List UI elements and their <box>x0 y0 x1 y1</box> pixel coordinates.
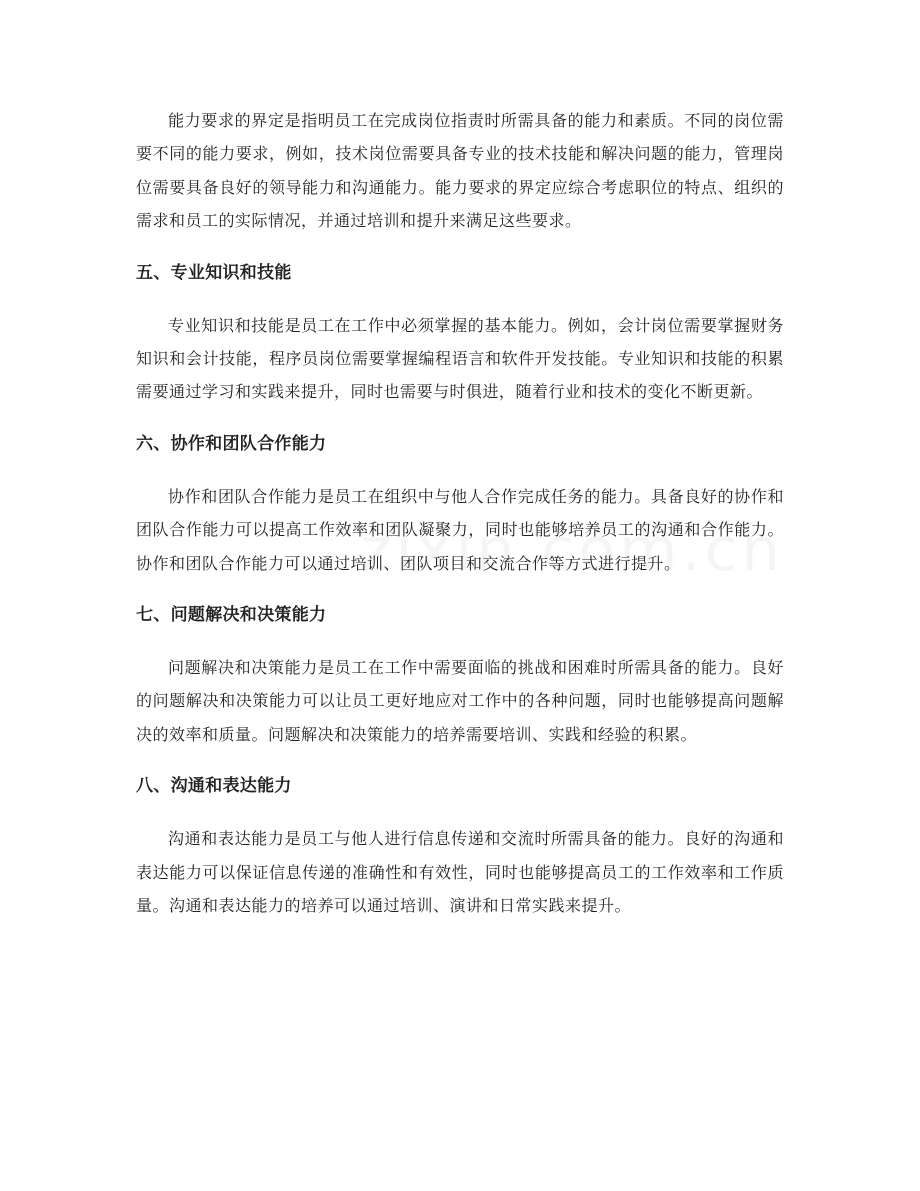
section-paragraph-8: 沟通和表达能力是员工与他人进行信息传递和交流时所需具备的能力。良好的沟通和表达能力可以保证信息传递的准确性和有效性，同时也能够提高员工的工作效率和工作质量。沟通和表达能力的培养可以通过培训、演讲和日常实践来提升。 <box>136 829 784 916</box>
section-heading-8: 八、沟通和表达能力 <box>136 776 292 797</box>
document-page <box>136 104 784 923</box>
section-heading-6: 六、协作和团队合作能力 <box>136 433 327 454</box>
section-paragraph-6: 协作和团队合作能力是员工在组织中与他人合作完成任务的能力。具备良好的协作和团队合作能力可以提高工作效率和团队凝聚力，同时也能够培养员工的沟通和合作能力。协作和团队合作能力可以通过培训、团队项目和交流合作等方式进行提升。 <box>136 486 784 573</box>
section-paragraph-5: 专业知识和技能是员工在工作中必须掌握的基本能力。例如，会计岗位需要掌握财务知识和会计技能，程序员岗位需要掌握编程语言和软件开发技能。专业知识和技能的积累需要通过学习和实践来提升，同时也需要与时俱进，随着行业和技术的变化不断更新。 <box>136 315 784 402</box>
intro-paragraph: 能力要求的界定是指明员工在完成岗位指责时所需具备的能力和素质。不同的岗位需要不同的能力要求，例如，技术岗位需要具备专业的技术技能和解决问题的能力，管理岗位需要具备良好的领导能力和沟通能力。能力要求的界定应综合考虑职位的特点、组织的需求和员工的实际情况，并通过培训和提升来满足这些要求。 <box>136 111 784 231</box>
section-heading-7: 七、问题解决和决策能力 <box>136 605 327 626</box>
section-heading-5: 五、专业知识和技能 <box>136 262 292 283</box>
section-paragraph-7: 问题解决和决策能力是员工在工作中需要面临的挑战和困难时所需具备的能力。良好的问题解决和决策能力可以让员工更好地应对工作中的各种问题，同时也能够提高问题解决的效率和质量。问题解决和决策能力的培养需要培训、实践和经验的积累。 <box>136 658 784 744</box>
